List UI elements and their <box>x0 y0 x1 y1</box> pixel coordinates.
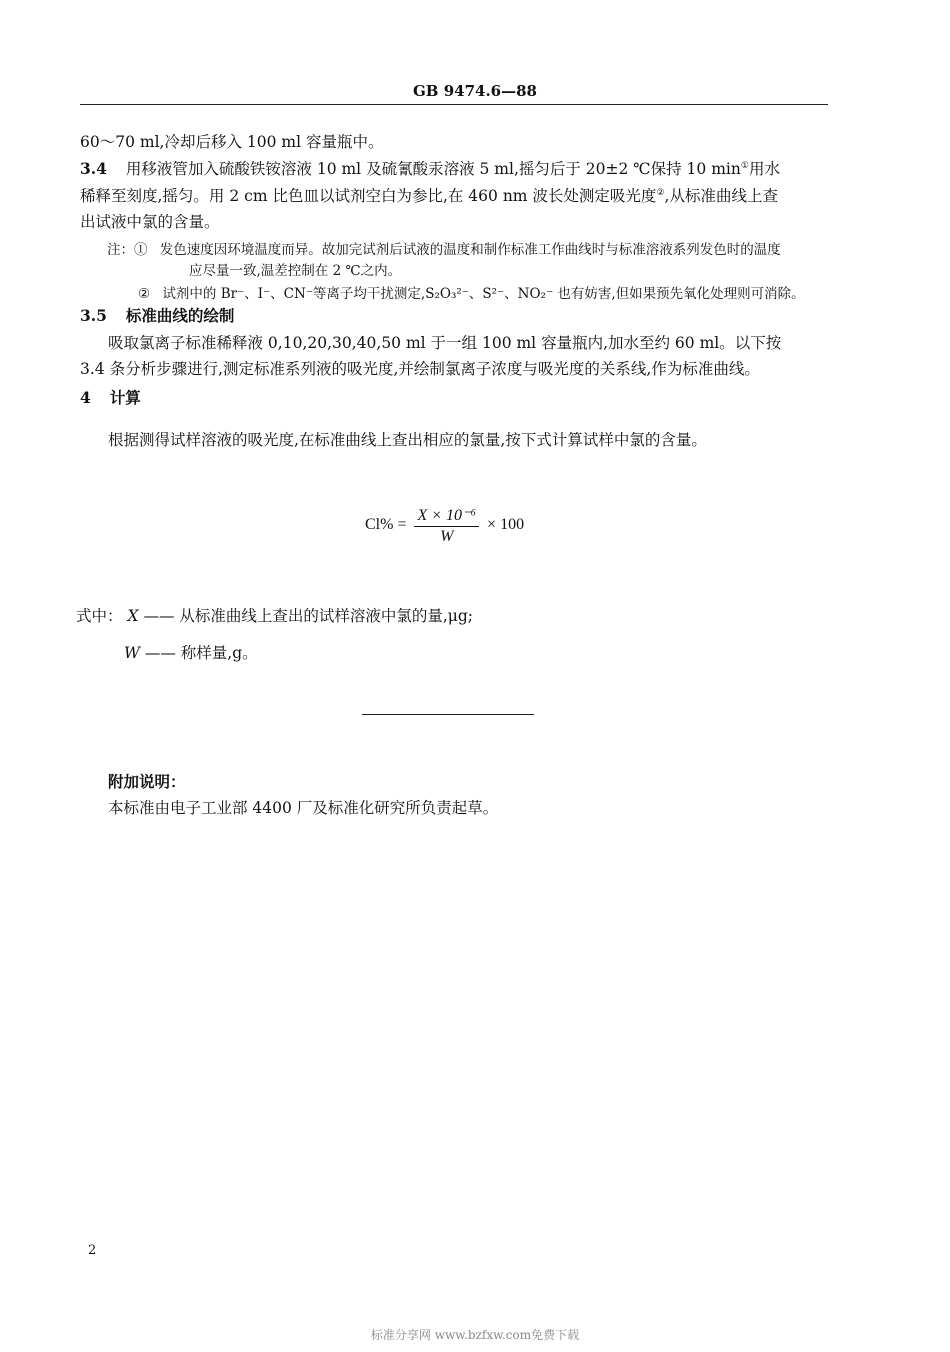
where-w-line <box>124 641 258 663</box>
formula-fraction <box>414 505 479 546</box>
note-text: 试剂中的 Br⁻、I⁻、CN⁻等离子均干扰测定,S₂O₃²⁻、S²⁻、NO₂⁻ 也有妨害,但如果预先氧化处理则可消除。 <box>162 286 805 302</box>
formula-numerator: X × 10⁻⁶ <box>414 505 479 527</box>
formula-lhs: Cl% = <box>365 516 407 534</box>
section-3-4-line-1 <box>80 157 780 179</box>
section-number: 4 <box>80 388 91 407</box>
where-label: 式中： <box>76 607 123 625</box>
note-text: 发色速度因环境温度而异。故加完试剂后试液的温度和制作标准工作曲线时与标准溶液系列发色时的温度 <box>159 242 781 258</box>
section-3-5-line-2: 3.4 条分析步骤进行,测定标准系列液的吸光度,并绘制氯离子浓度与吸光度的关系线,作为标准曲线。 <box>80 360 760 378</box>
standard-number-header: GB 9474.6—88 <box>413 82 537 100</box>
chlorine-formula <box>365 505 524 546</box>
footnote-mark: ② <box>656 188 665 198</box>
section-3-5-heading <box>80 304 234 326</box>
paragraph-text: 用移液管加入硫酸铁铵溶液 10 ml 及硫氰酸汞溶液 5 ml,摇匀后于 20±2 ℃保持 10 min <box>125 160 741 178</box>
variable-x: X <box>127 607 139 625</box>
section-number: 3.4 <box>80 159 107 178</box>
note-2 <box>138 282 805 302</box>
variable-x-definition: —— 从标准曲线上查出的试样溶液中氯的量,μg; <box>143 607 474 625</box>
formula-rhs: × 100 <box>487 516 525 534</box>
variable-w-definition: —— 称样量,g。 <box>144 644 258 662</box>
header-divider <box>80 104 828 105</box>
paragraph-text: 稀释至刻度,摇匀。用 2 cm 比色皿以试剂空白为参比,在 460 nm 波长处测定吸光度 <box>80 187 657 205</box>
section-title: 计算 <box>109 388 141 407</box>
appendix-title: 附加说明： <box>108 772 186 791</box>
note-label: 注：① <box>107 242 148 258</box>
section-number: 3.5 <box>80 306 107 325</box>
section-3-4-line-3: 出试液中氯的含量。 <box>80 213 220 231</box>
note-label: ② <box>138 286 151 302</box>
formula-denominator: W <box>440 528 454 545</box>
section-3-5-line-1: 吸取氯离子标准稀释液 0,10,20,30,40,50 ml 于一组 100 ml 容量瓶内,加水至约 60 ml。以下按 <box>108 334 782 352</box>
variable-w: W <box>124 644 140 662</box>
footnote-mark: ① <box>740 161 749 171</box>
paragraph-text: ,从标准曲线上查 <box>664 187 778 205</box>
paragraph-text: 用水 <box>748 160 780 178</box>
section-3-4-line-2 <box>80 184 778 206</box>
appendix-text: 本标准由电子工业部 4400 厂及标准化研究所负责起草。 <box>108 799 499 817</box>
section-4-heading <box>80 386 141 408</box>
section-4-text: 根据测得试样溶液的吸光度,在标准曲线上查出相应的氯量,按下式计算试样中氯的含量。 <box>108 431 707 449</box>
watermark-footer: 标准分享网 www.bzfxw.com免费下载 <box>370 1328 580 1342</box>
note-1 <box>107 238 781 258</box>
end-divider <box>362 714 534 715</box>
paragraph-line: 60～70 ml,冷却后移入 100 ml 容量瓶中。 <box>80 133 384 151</box>
note-1-continued: 应尽量一致,温差控制在 2 ℃之内。 <box>189 263 402 279</box>
page-number: 2 <box>88 1243 97 1258</box>
where-x-line <box>76 604 473 626</box>
section-title: 标准曲线的绘制 <box>125 306 235 325</box>
